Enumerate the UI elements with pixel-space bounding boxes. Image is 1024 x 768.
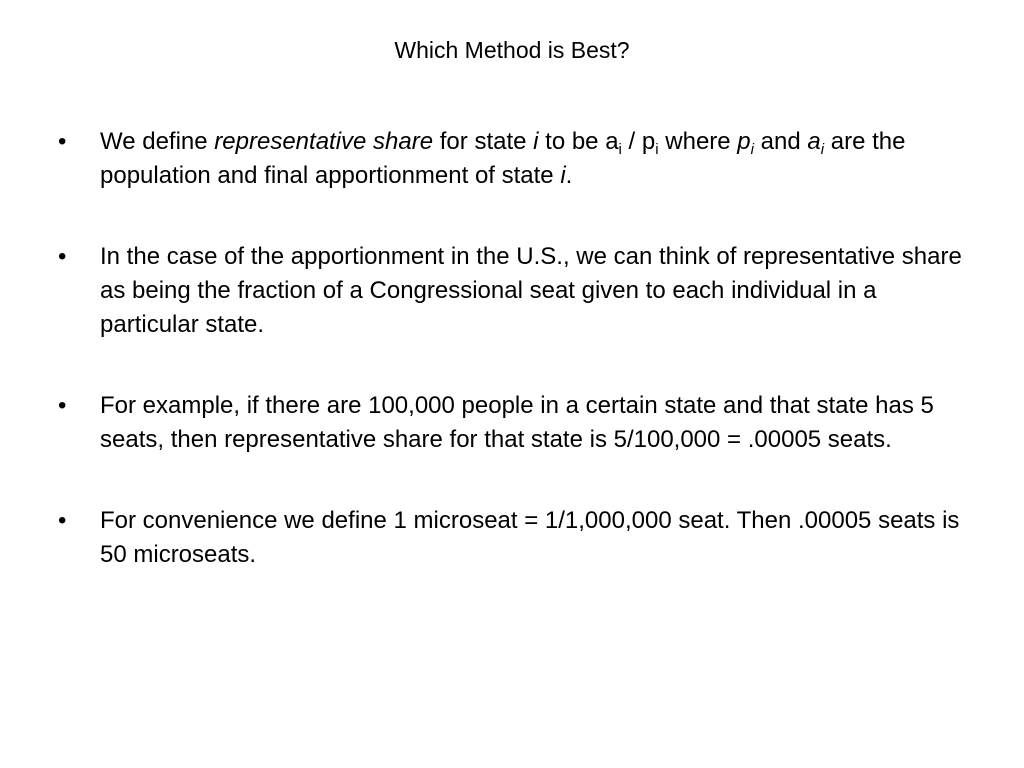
bullet-marker: •: [58, 507, 67, 534]
variable-i: i: [533, 128, 539, 155]
bullet-text: In the case of the apportionment in the U.S., we can think of representative share as being the fraction of a Congressional seat given to each individual in a particular state.: [100, 243, 962, 338]
bullet-text-segment: for state: [433, 128, 534, 155]
bullet-marker: •: [58, 243, 67, 270]
bullet-text-segment: / p: [621, 128, 656, 155]
bullet-item-microseat: [58, 504, 978, 572]
bullet-text-segment: We define: [100, 128, 215, 155]
subscript-i: i: [655, 141, 659, 158]
emphasized-term: representative share: [214, 128, 434, 155]
bullet-item-representative-share: [58, 125, 978, 193]
bullet-list: [58, 125, 978, 572]
bullet-marker: •: [58, 392, 67, 419]
bullet-text-segment: where: [658, 128, 738, 155]
bullet-text-segment: .: [565, 162, 573, 189]
subscript-i: i: [618, 141, 622, 158]
bullet-text-segment: are the population and final apportionment of state: [100, 128, 906, 189]
bullet-text: For example, if there are 100,000 people in a certain state and that state has 5 seats, then representative share for that state is 5/100,000 = .00005 seats.: [100, 392, 934, 453]
variable-a: a: [807, 128, 821, 155]
bullet-item-us-apportionment: [58, 240, 978, 342]
variable-i: i: [560, 162, 566, 189]
bullet-text: For convenience we define 1 microseat = 1/1,000,000 seat. Then .00005 seats is 50 microseats.: [100, 507, 960, 568]
subscript-i: i: [750, 141, 754, 158]
variable-p: p: [737, 128, 751, 155]
bullet-marker: •: [58, 128, 67, 155]
slide-title: Which Method is Best?: [394, 37, 630, 63]
subscript-i: i: [820, 141, 825, 158]
bullet-text-segment: to be a: [538, 128, 619, 155]
bullet-text-segment: and: [754, 128, 808, 155]
bullet-item-example: [58, 389, 978, 457]
